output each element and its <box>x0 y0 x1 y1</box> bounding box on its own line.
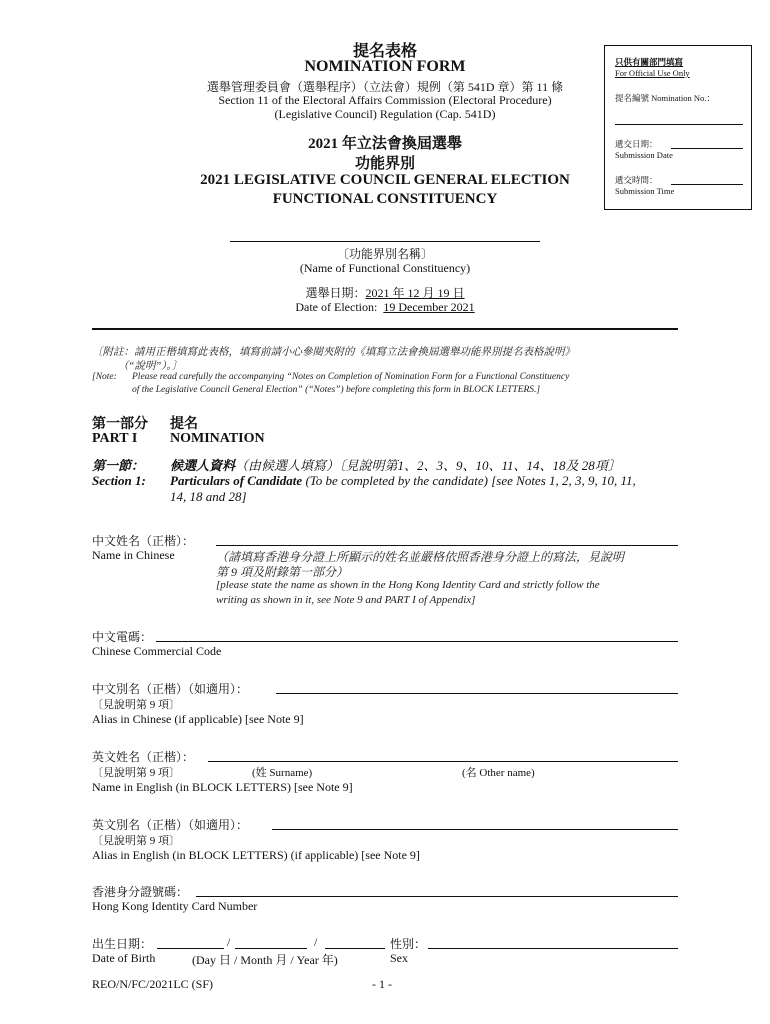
other-name-label: (名 Other name) <box>462 767 535 779</box>
submission-date-label-en: Submission Date <box>615 150 673 160</box>
chinese-name-label-zh: 中文姓名（正楷）： <box>92 534 195 548</box>
dob-year-input-line[interactable] <box>325 948 385 949</box>
part-label-en: PART I <box>92 431 138 446</box>
ccc-label-en: Chinese Commercial Code <box>92 644 222 658</box>
nomination-no-label: 提名編號 Nomination No.： <box>615 93 715 103</box>
section-rest-en-1: (To be completed by the candidate) [see Notes 1, 2, 3, 9, 10, 11, <box>302 473 636 488</box>
chinese-name-hint-en-1: [please state the name as shown in the Hong Kong Identity Card and strictly follow the <box>216 579 600 591</box>
chinese-name-hint-zh-1: （請填寫香港身分證上所顯示的姓名並嚴格依照香港身分證上的寫法，見說明 <box>216 550 625 564</box>
separator-rule <box>92 328 678 330</box>
title-zh: 提名表格 <box>352 43 417 60</box>
sex-label-zh: 性別： <box>390 937 427 951</box>
dob-month-input-line[interactable] <box>235 948 307 949</box>
name-en-input-line[interactable] <box>208 761 678 762</box>
official-use-title-zh: 只供有關部門填寫 <box>615 57 684 67</box>
dob-slash-2: / <box>314 935 318 949</box>
note-en-2: of the Legislative Council General Election” (“Notes”) before completing this form in BLOCK LETTERS.] <box>132 385 541 395</box>
submission-time-label-zh: 遞交時間： <box>615 175 658 185</box>
part-label-zh: 第一部分 <box>92 417 148 432</box>
submission-time-line[interactable] <box>671 184 743 185</box>
election-en-2: FUNCTIONAL CONSTITUENCY <box>272 191 498 207</box>
ccc-input-line[interactable] <box>156 641 678 642</box>
section-title-en-bold: Particulars of Candidate <box>170 473 303 488</box>
section-title-zh-bold: 候選人資料 <box>170 458 236 473</box>
election-zh-1: 2021 年立法會換屆選舉 <box>308 136 462 152</box>
part-title-zh: 提名 <box>170 417 198 432</box>
election-date-label-zh: 選舉日期： <box>305 286 366 300</box>
official-use-box <box>604 45 752 210</box>
chinese-name-label-en: Name in Chinese <box>92 548 175 562</box>
submission-date-line[interactable] <box>671 148 743 149</box>
section-rest-zh: （由候選人填寫）〔見說明第1、2、3、9、10、11、14、18及 28項〕 <box>235 458 621 473</box>
name-en-note: 〔見說明第 9 項〕 <box>92 767 180 779</box>
ccc-label-zh: 中文電碼： <box>92 630 153 644</box>
regulation-en-2: (Legislative Council) Regulation (Cap. 541D) <box>274 107 496 121</box>
part-title-en: NOMINATION <box>170 431 265 446</box>
alias-zh-label-en: Alias in Chinese (if applicable) [see Note 9] <box>92 712 304 726</box>
chinese-name-hint-zh-2: 第 9 項及附錄第一部分） <box>216 565 349 579</box>
constituency-label-en: (Name of Functional Constituency) <box>299 261 471 275</box>
sex-label-en: Sex <box>390 951 408 965</box>
chinese-name-input-line[interactable] <box>216 545 678 546</box>
form-code: REO/N/FC/2021LC (SF) <box>92 977 214 991</box>
submission-date-label-zh: 遞交日期： <box>615 139 658 149</box>
constituency-label-zh: 〔功能界別名稱〕 <box>336 247 433 261</box>
note-zh-2: （“說明”）。〕 <box>118 361 183 372</box>
regulation-en-1: Section 11 of the Electoral Affairs Commission (Electoral Procedure) <box>218 93 552 107</box>
constituency-name-line[interactable] <box>230 241 540 242</box>
election-date-zh <box>200 284 570 301</box>
nomination-no-line[interactable] <box>615 124 743 125</box>
note-en-1: Please read carefully the accompanying “Notes on Completion of Nomination Form for a Functional Constituency <box>132 372 570 382</box>
section-title-en <box>170 473 636 489</box>
surname-label: (姓 Surname) <box>252 767 313 779</box>
alias-zh-input-line[interactable] <box>276 693 678 694</box>
note-zh-1: 〔附註：請用正楷填寫此表格，填寫前請小心參閱夾附的《填寫立法會換屆選舉功能界別提名表格說明》 <box>92 347 575 358</box>
regulation-zh: 選舉管理委員會（選舉程序）（立法會）規例（第 541D 章）第 11 條 <box>206 80 564 94</box>
section-title-zh <box>170 455 621 474</box>
section-rest-en-2: 14, 18 and 28] <box>170 489 247 504</box>
alias-en-note: 〔見說明第 9 項〕 <box>92 835 180 847</box>
election-zh-2: 功能界別 <box>354 156 415 172</box>
dob-label-en: Date of Birth <box>92 951 156 965</box>
official-use-title-en: For Official Use Only <box>615 68 690 78</box>
alias-en-input-line[interactable] <box>272 829 678 830</box>
election-date-label-en: Date of Election: <box>295 300 378 314</box>
name-en-label-en: Name in English (in BLOCK LETTERS) [see Note 9] <box>92 780 353 794</box>
hkid-label-en: Hong Kong Identity Card Number <box>92 899 258 913</box>
election-en-1: 2021 LEGISLATIVE COUNCIL GENERAL ELECTION <box>200 172 570 188</box>
hkid-input-line[interactable] <box>196 896 678 897</box>
page-number: - 1 - <box>372 977 392 991</box>
dob-slash-1: / <box>227 935 231 949</box>
section-label-zh: 第一節： <box>92 458 145 473</box>
note-en-label: [Note: <box>92 372 117 382</box>
election-date-value-zh: 2021 年 12 月 19 日 <box>365 286 465 300</box>
election-date-en <box>200 300 570 315</box>
dob-day-input-line[interactable] <box>157 948 224 949</box>
section-label-en: Section 1: <box>92 473 146 488</box>
dob-label-zh: 出生日期： <box>92 937 153 951</box>
title-en: NOMINATION FORM <box>304 58 466 75</box>
alias-en-label-en: Alias in English (in BLOCK LETTERS) (if applicable) [see Note 9] <box>92 848 420 862</box>
dob-format: (Day 日 / Month 月 / Year 年) <box>192 953 338 967</box>
chinese-name-hint-en-2: writing as shown in it, see Note 9 and PART I of Appendix] <box>216 594 476 606</box>
sex-input-line[interactable] <box>428 948 678 949</box>
alias-zh-label-zh: 中文別名（正楷）（如適用）： <box>92 682 249 696</box>
hkid-label-zh: 香港身分證號碼： <box>92 885 189 899</box>
submission-time-label-en: Submission Time <box>615 186 675 196</box>
election-date-value-en: 19 December 2021 <box>383 300 475 314</box>
name-en-label-zh: 英文姓名（正楷）： <box>92 750 195 764</box>
alias-en-label-zh: 英文別名（正楷）（如適用）： <box>92 818 249 832</box>
alias-zh-note: 〔見說明第 9 項〕 <box>92 699 180 711</box>
